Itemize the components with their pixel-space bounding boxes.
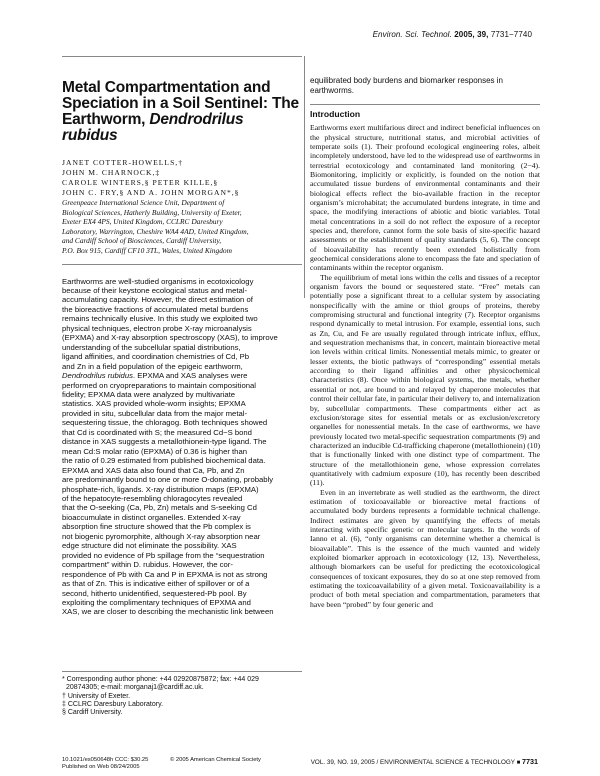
footer-doi (62, 757, 148, 771)
abstract-line: phosphate-rich, ligands. X-ray distribution maps (EPXMA) (62, 484, 259, 494)
abstract-rule (62, 264, 302, 265)
footer-volume-info (311, 757, 538, 766)
abstract-line: exploiting the complimentary techniques of EPXMA and (62, 597, 251, 607)
abstract-line: mean Cd:S molar ratio (EPXMA) of 0.36 is higher than (62, 446, 248, 456)
footnote-affil-3: § Cardiff University. (62, 709, 123, 717)
intro-paragraph: The equilibrium of metal ions within the cells and tissues of a receptor organism favors the bound or sequestered state. “Free” metals can potentially pose a significant threat to a cellular system by associating nonspecifically with the amine or thiol groups of proteins, thereby compromising structural and functional integrity (7). Receptor organisms respond dynamically to metal intrusion. For example, essential ions, such as Zn, Cu, and Fe are usually regulated through intricate influx, efflux, and sequestration mechanisms that, in concert, maintain bioreactive metal ion levels within critical limits. Nonessential metals mimic, to greater or lesser extents, the biotic pathways of “corresponding” essential metals according to their ligand affinities and other physicochemical characteristics (8). Once within biological systems, the metals, whether essential or not, are bound to and relayed by chaperone molecules that control their cellular fate, in particular their delivery to, and internalization by, subcellular compartments. These compartments either act as exclusion/storage sites for essential metals or as exclusion/excretory organelles for nonessential metals. In the case of earthworms, we have previously located two metal-specific sequestration compartments (9) and characterized an inducible Cd-trafficking chaperone (metallothionein) (10) that is functionally linked with one distinct type of compartment. The structure of the metallothionein gene, whose expression correlates quantitatively with cadmium exposure (10), has recently been described (11). (310, 272, 540, 488)
abstract-line: respondence of Pb with Ca and P in EPXMA is not as strong (62, 569, 268, 579)
author-line: JOHN C. FRY,§ AND A. JOHN MORGAN*,§ (62, 188, 240, 197)
page-number: 7731 (522, 757, 538, 766)
abstract-line: edge structure did not eliminate the possibility. XAS (62, 541, 237, 551)
abstract-line: ligand affinities, and coordination chemistries of Cd, Pb (62, 352, 250, 362)
journal-volume-year: 2005, (454, 30, 475, 39)
footer-volume-text: VOL. 39, NO. 19, 2005 / ENVIRONMENTAL SCIENCE & TECHNOLOGY (310, 759, 515, 766)
abstract-line: (EPXMA) and X-ray absorption spectroscopy (XAS), to improve (62, 333, 278, 343)
intro-heading: Introduction (310, 104, 540, 119)
affiliation-line: P.O. Box 915, Cardiff CF10 3TL, Wales, United Kingdom (62, 245, 232, 255)
intro-paragraph: Even in an invertebrate as well studied as the earthworm, the direct estimation of toxicoavailable or bioreactive metal fractions of accumulated body burdens represents a formidable technical challenge. Indirect estimates are given by quantifying the effects of metals interacting with specific genetic or molecular targets. In the words of Ianno et al. (6), “only organisms can determine whether a chemical is bioavailable”. This is the essence of the much vaunted and widely exploited biomarker approach in ecotoxicology (12, 13). Nevertheless, although biomarkers can be useful for predicting the ecotoxicological consequences of toxicant exposures, they do so at one step removed from estimating the toxicoavailability of a given metal. Toxicoavailability is a product of both metal speciation and compartmentation, parameters that have been “probed” by four generic and (310, 487, 540, 609)
abstract-line: of the hepatocyte-resembling chloragocytes revealed (62, 493, 243, 503)
abstract-line: sequestering tissue, the chloragog. Both techniques showed (62, 418, 268, 428)
abstract-line: are predominantly bound to one or more O-donating, probably (62, 475, 274, 485)
footnote-corresponding: * Corresponding author phone: +44 02920875872; fax: +44 029 (62, 676, 259, 683)
abstract-line: performed on cryopreparations to maintain compositional (62, 380, 256, 390)
article-title (62, 80, 302, 144)
abstract-line: understanding of the subcellular spatial distributions, (62, 342, 241, 352)
abstract-line: compartment” within D. rubidus. However, the cor- (62, 560, 233, 570)
affiliation-line: and Cardiff School of Biosciences, Cardiff University, (62, 236, 222, 246)
title-line-1: Metal Compartmentation and (62, 79, 271, 96)
title-line-2: Speciation in a Soil Sentinel: The (62, 95, 299, 112)
abstract-line: bioaccumulate in distinct organelles. Extended X-ray (62, 512, 241, 522)
title-rule (62, 56, 302, 57)
continuation-line: equilibrated body burdens and biomarker responses in (310, 76, 504, 85)
footer-published-line: Published on Web 08/24/2005 (62, 763, 140, 770)
author-line: JOHN M. CHARNOCK,‡ (62, 168, 161, 177)
abstract-line: Dendrodrilus rubidus. EPXMA and XAS analyses were (62, 371, 248, 381)
abstract-line: provided in situ, subcellular data from the major metal- (62, 408, 248, 418)
abstract-line: XAS, we are closer to describing the mechanistic link between (62, 607, 274, 617)
abstract-line: physical techniques, electron probe X-ray microanalysis (62, 323, 252, 333)
abstract-line: that Cd is coordinated with S; the measured Cd−S bond (62, 427, 252, 437)
author-line: JANET COTTER-HOWELLS,† (62, 158, 183, 167)
intro-body (310, 123, 540, 609)
journal-pages: 7731−7740 (490, 30, 532, 39)
abstract-line: provided no evidence of Pb spillage from the “sequestration (62, 550, 265, 560)
footnote-affil-1: † University of Exeter. (62, 692, 131, 700)
affiliation-line: Laboratory, Warrington, Cheshire WA4 4AD, United Kingdom, (62, 226, 249, 236)
affiliation-line: Biological Sciences, Hatherly Building, University of Exeter, (62, 207, 242, 217)
title-line-3-plain: Earthworm, (62, 111, 146, 128)
journal-volume: 39, (477, 30, 489, 39)
continuation-line: earthworms. (310, 85, 355, 95)
footnotes (62, 671, 302, 717)
affiliations (62, 198, 302, 256)
abstract-line: remains technically elusive. In this study we exploited two (62, 314, 258, 324)
intro-paragraph: Earthworms exert multifarious direct and indirect beneficial influences on the physical structure, nutritional status, and microbial activities of temperate soils (1). Their profound ecological engineering roles, albeit incompletely understood, have led to the widespread use of earthworms in terrestrial ecotoxicology and contaminated land monitoring (2−4). Biomonitoring, implicitly or explicitly, is founded on the notion that accumulated tissue burdens of environmental contaminants and their biological effects reflect the bio-available fraction in the receptor organism’s microhabitat; the accumulated burdens integrate, in time and space, the modifying interactions of abiotic and biotic variables. Total metal concentrations in a soil do not reflect the exposure of a receptor species and, therefore, cannot form the sole basis of site-specific hazard assessments or the establishment of quality standards (5, 6). The concept of bioavailability has recently been extended holistically from geochemical considerations alone to encompass the fate and speciation of contaminants within the receptor organism. (310, 123, 540, 273)
title-line-3-species: Dendrodrilus rubidus (62, 111, 244, 144)
abstract-line: not biogenic pyromorphite, although X-ray absorption near (62, 531, 261, 541)
title-line-3 (62, 112, 302, 144)
affiliation-line: Exeter EX4 4PS, United Kingdom, CCLRC Daresbury (62, 217, 223, 227)
footnote-affil-2: ‡ CCLRC Daresbury Laboratory. (62, 700, 164, 708)
abstract-line: Earthworms are well-studied organisms in ecotoxicology (62, 276, 254, 286)
column-divider (304, 56, 305, 298)
abstract-line: the ratio of 0.29 estimated from published biochemical data. (62, 456, 266, 466)
right-column (310, 62, 540, 609)
abstract-line: statistics. XAS provided whole-worm insights; EPXMA (62, 399, 246, 409)
footer-bullet-icon: ■ (516, 760, 521, 766)
abstract-line: because of their keystone ecological status and metal- (62, 286, 248, 296)
abstract-line: fidelity; EPXMA data were analyzed by multivariate (62, 390, 236, 399)
journal-header (373, 30, 532, 39)
affiliation-line: Greenpeace International Science Unit, Department of (62, 198, 225, 207)
abstract-line: that the O-seeking (Ca, Pb, Zn) metals and S-seeking Cd (62, 503, 257, 513)
abstract-line: EPXMA and XAS data also found that Ca, Pb, and Zn (62, 465, 245, 475)
abstract-line: as that of Zn. This is indicative either of spillover or of a (62, 579, 250, 589)
abstract (62, 277, 302, 617)
footnote-email: 20874305; e-mail: morganaj1@cardiff.ac.uk. (66, 684, 204, 692)
abstract-line: absorption fine structure showed that the Pb complex is (62, 522, 251, 532)
abstract-line: second, hitherto unidentified, sequestered-Pb pool. By (62, 588, 247, 598)
author-line: CAROLE WINTERS,§ PETER KILLE,§ (62, 178, 219, 187)
footer-doi-line: 10.1021/es050648h CCC: $30.25 (62, 757, 149, 763)
footer-copyright: © 2005 American Chemical Society (170, 757, 261, 763)
abstract-line: distance in XAS suggests a metallothionein-type ligand. The (62, 437, 267, 447)
left-column (62, 62, 302, 617)
author-list (62, 158, 302, 198)
abstract-line: the bioreactive fractions of accumulated metal burdens (62, 304, 249, 314)
journal-name: Environ. Sci. Technol. (372, 30, 452, 39)
abstract-continuation (310, 76, 540, 95)
abstract-line: accumulating capacity. However, the direct estimation of (62, 295, 253, 305)
abstract-line: and Zn in a field population of the epigeic earthworm, (62, 361, 243, 371)
